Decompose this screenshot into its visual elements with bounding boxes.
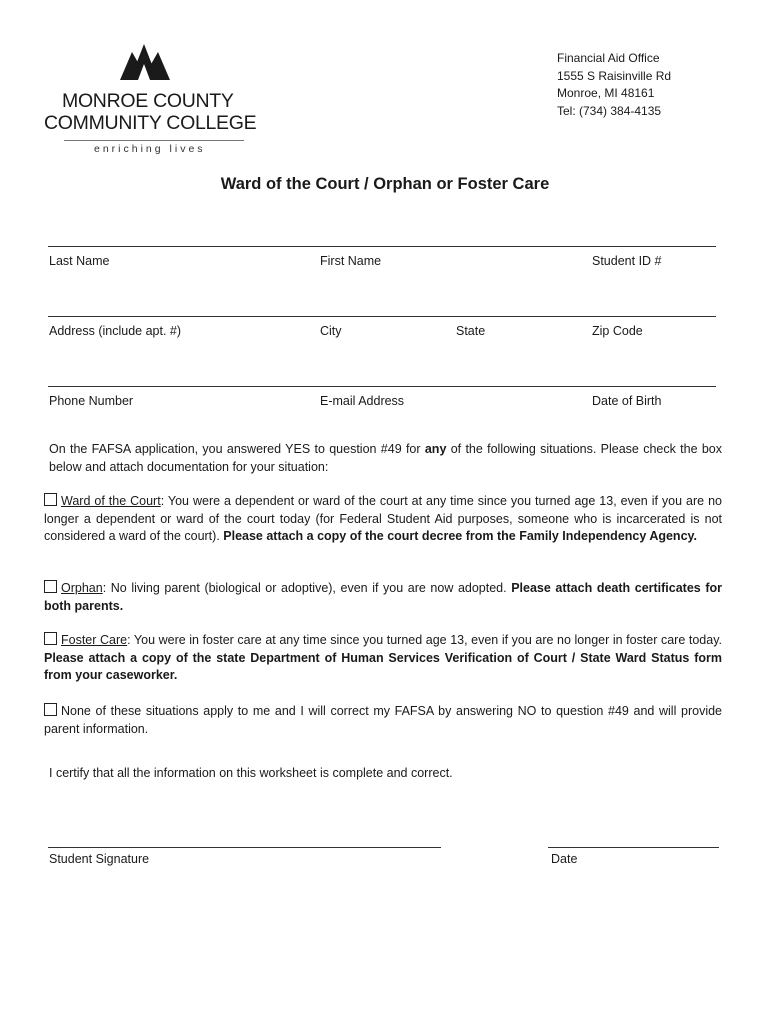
- college-logo: [44, 44, 257, 159]
- intro-text-end: of the following situations. Please check the box below and attach documentation for your situation:: [49, 442, 722, 474]
- none-checkbox[interactable]: [44, 703, 57, 716]
- foster-care-title: Foster Care: [61, 633, 128, 647]
- option-ward-of-court: [44, 493, 722, 546]
- logo-line1: MONROE COUNTY: [62, 90, 234, 112]
- logo-tagline: enriching lives: [94, 143, 206, 155]
- foster-care-instruction: Please attach a copy of the state Department of Human Services Verification of Court / State Ward Status form from your caseworker.: [44, 650, 722, 682]
- option-none: [44, 703, 722, 738]
- address-label: Address (include apt. #): [49, 324, 182, 338]
- student-signature-line[interactable]: [48, 847, 441, 848]
- email-address-label: E-mail Address: [320, 394, 405, 408]
- orphan-text: : No living parent (biological or adoptive), even if you are now adopted.: [102, 581, 512, 595]
- orphan-instruction: Please attach death certificates for both parents.: [44, 581, 723, 613]
- row2-input-line[interactable]: [48, 316, 716, 317]
- none-text: None of these situations apply to me and I will correct my FAFSA by answering NO to question #49 and will provide parent information.: [44, 704, 722, 736]
- office-address: [557, 50, 671, 120]
- phone-number-label: Phone Number: [49, 394, 134, 408]
- student-signature-label: Student Signature: [49, 852, 150, 866]
- intro-emphasis: any: [424, 442, 447, 456]
- office-street: 1555 S Raisinville Rd: [557, 68, 672, 83]
- city-label: City: [320, 324, 342, 338]
- ward-of-court-end: .: [693, 529, 698, 543]
- certify-statement: I certify that all the information on this worksheet is complete and correct.: [49, 766, 453, 780]
- intro-paragraph: [49, 441, 722, 476]
- foster-care-text: : You were in foster care at any time since you turned age 13, even if you are no longer in foster care today.: [127, 633, 723, 647]
- office-city: Monroe, MI 48161: [557, 86, 655, 100]
- option-orphan: [44, 580, 722, 615]
- zip-code-label: Zip Code: [592, 324, 643, 338]
- state-label: State: [456, 324, 486, 338]
- logo-mark-icon: [120, 44, 170, 80]
- ward-of-court-checkbox[interactable]: [44, 493, 57, 506]
- orphan-checkbox[interactable]: [44, 580, 57, 593]
- intro-text: On the FAFSA application, you answered YES to question #49 for: [49, 442, 425, 456]
- ward-of-court-text: : You were a dependent or ward of the court at any time since you turned age 13, even if you are no longer a dependent or ward of the court today (for Federal Student Aid purposes, someone who is incarcerated is not considered a ward of the court).: [44, 494, 722, 543]
- foster-care-checkbox[interactable]: [44, 632, 57, 645]
- logo-divider: [64, 140, 244, 141]
- logo-line2: COMMUNITY COLLEGE: [44, 112, 257, 134]
- ward-of-court-title: Ward of the Court: [61, 494, 161, 508]
- date-label: Date: [551, 852, 578, 866]
- row1-input-line[interactable]: [48, 246, 716, 247]
- first-name-label: First Name: [320, 254, 382, 268]
- office-phone: Tel: (734) 384-4135: [557, 103, 662, 118]
- ward-of-court-instruction: Please attach a copy of the court decree from the Family Independency Agency: [223, 529, 694, 543]
- option-foster-care: [44, 632, 722, 685]
- date-of-birth-label: Date of Birth: [592, 394, 662, 408]
- row3-input-line[interactable]: [48, 386, 716, 387]
- office-name: Financial Aid Office: [557, 51, 660, 65]
- date-line[interactable]: [548, 847, 719, 848]
- orphan-title: Orphan: [61, 581, 103, 595]
- student-id-label: Student ID #: [592, 254, 662, 268]
- page-title: Ward of the Court / Orphan or Foster Care: [220, 175, 550, 193]
- last-name-label: Last Name: [49, 254, 110, 268]
